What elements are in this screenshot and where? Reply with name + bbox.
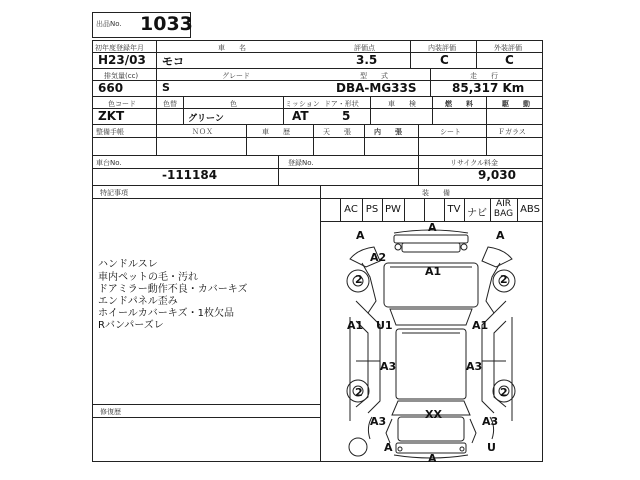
mark-rear-left-corner: A: [384, 441, 393, 454]
door-label: ドア・形状: [324, 100, 359, 108]
score: 3.5: [356, 53, 378, 67]
windshield-label: Ｆガラス: [498, 128, 526, 136]
seat-label: シート: [440, 128, 461, 136]
recycle-fee: 9,030: [478, 168, 516, 182]
equipment-pw: PW: [385, 204, 401, 215]
lot-number: 1033: [140, 13, 193, 35]
color-code-label: 色コード: [108, 100, 136, 108]
mark-left-rear-door: A3: [380, 360, 397, 373]
first-registration: H23/03: [98, 53, 146, 67]
mark-hood: A1: [425, 265, 442, 278]
drive-label: 駆 動: [502, 100, 530, 108]
color-label: 色: [230, 100, 237, 108]
mark-left-fender: A1: [347, 319, 364, 332]
recycle-fee-label: リサイクル料金: [450, 159, 499, 167]
color-change-label: 色替: [163, 100, 177, 108]
remark-line: ホイールカバーキズ・1枚欠品: [98, 308, 234, 319]
model-code: DBA-MG33S: [336, 81, 417, 95]
remark-line: 車内ペットの毛・汚れ: [98, 272, 198, 283]
mark-rear-left: A3: [370, 415, 387, 428]
mark-rear-right: A3: [482, 415, 499, 428]
maintenance-book-label: 整備手帳: [96, 128, 124, 136]
mark-rear-center: XX: [425, 408, 442, 421]
equipment-ac: AC: [344, 204, 358, 215]
remark-line: Rバンパーズレ: [98, 320, 164, 331]
equipment-tv: TV: [447, 204, 461, 215]
remark-line: エンドパネル歪み: [98, 296, 178, 307]
headliner-label: 天 張: [323, 128, 351, 136]
mark-tire-front-right: 2: [500, 273, 508, 286]
equipment-label: 装 備: [422, 189, 450, 197]
mark-right-fender: A1: [472, 319, 489, 332]
interior-grade: C: [440, 53, 449, 67]
mileage-label: 走 行: [470, 72, 498, 80]
fuel-label: 燃 料: [445, 100, 473, 108]
equipment-abs: ABS: [520, 204, 540, 215]
mark-rear-right-corner: U: [487, 441, 496, 454]
mark-tire-front-left: 2: [355, 273, 363, 286]
mark-tire-rear-left: 2: [355, 386, 363, 399]
mark-front-bumper: A: [428, 221, 437, 234]
grade: S: [162, 81, 170, 94]
mark-hood-left: A2: [370, 251, 387, 264]
remark-line: ドアミラー動作不良・カバーキズ: [98, 284, 248, 295]
mark-front-right-corner: A: [496, 229, 505, 242]
color-code: ZKT: [98, 109, 125, 123]
equipment-navi: ナビ: [467, 208, 487, 219]
car-body-diagram: [320, 221, 543, 462]
mileage: 85,317 Km: [452, 81, 525, 95]
remark-line: ハンドルスレ: [98, 259, 158, 270]
interior-grade-label: 内装評価: [428, 44, 456, 52]
chassis-number: -111184: [162, 168, 218, 182]
mark-right-rear-door: A3: [466, 360, 483, 373]
color: グリーン: [188, 114, 224, 124]
transmission-label: ミッション: [285, 100, 320, 108]
grade-label: グレード: [222, 72, 250, 80]
displacement: 660: [98, 81, 124, 95]
lot-number-label: 出品No.: [96, 20, 122, 28]
model-code-label: 型 式: [360, 72, 388, 80]
exterior-grade-label: 外装評価: [494, 44, 522, 52]
inspection-label: 車 検: [388, 100, 416, 108]
car-history-label: 車 歴: [262, 128, 290, 136]
exterior-grade: C: [505, 53, 514, 67]
mark-front-left-corner: A: [356, 229, 365, 242]
mark-rear-bumper: A: [428, 452, 437, 465]
car-name: モコ: [162, 55, 184, 68]
car-name-label: 車 名: [218, 44, 246, 52]
mark-roof: U1: [376, 319, 393, 332]
repair-history-label: 修復歴: [100, 408, 121, 416]
remarks-label: 特記事項: [100, 189, 128, 197]
equipment-ps: PS: [365, 204, 379, 215]
mark-tire-rear-right: 2: [500, 386, 508, 399]
score-label: 評価点: [354, 44, 375, 52]
transmission: AT: [292, 109, 309, 123]
nox-label: ＮＯＸ: [192, 128, 213, 136]
displacement-label: 排気量(cc): [104, 72, 139, 80]
first-registration-label: 初年度登録年月: [95, 44, 144, 52]
chassis-number-label: 車台No.: [96, 159, 122, 167]
equipment-airbag: AIR BAG: [493, 199, 514, 219]
interior-trim-label: 内 張: [374, 128, 402, 136]
registration-number-label: 登録No.: [288, 159, 314, 167]
doors: 5: [342, 109, 351, 123]
